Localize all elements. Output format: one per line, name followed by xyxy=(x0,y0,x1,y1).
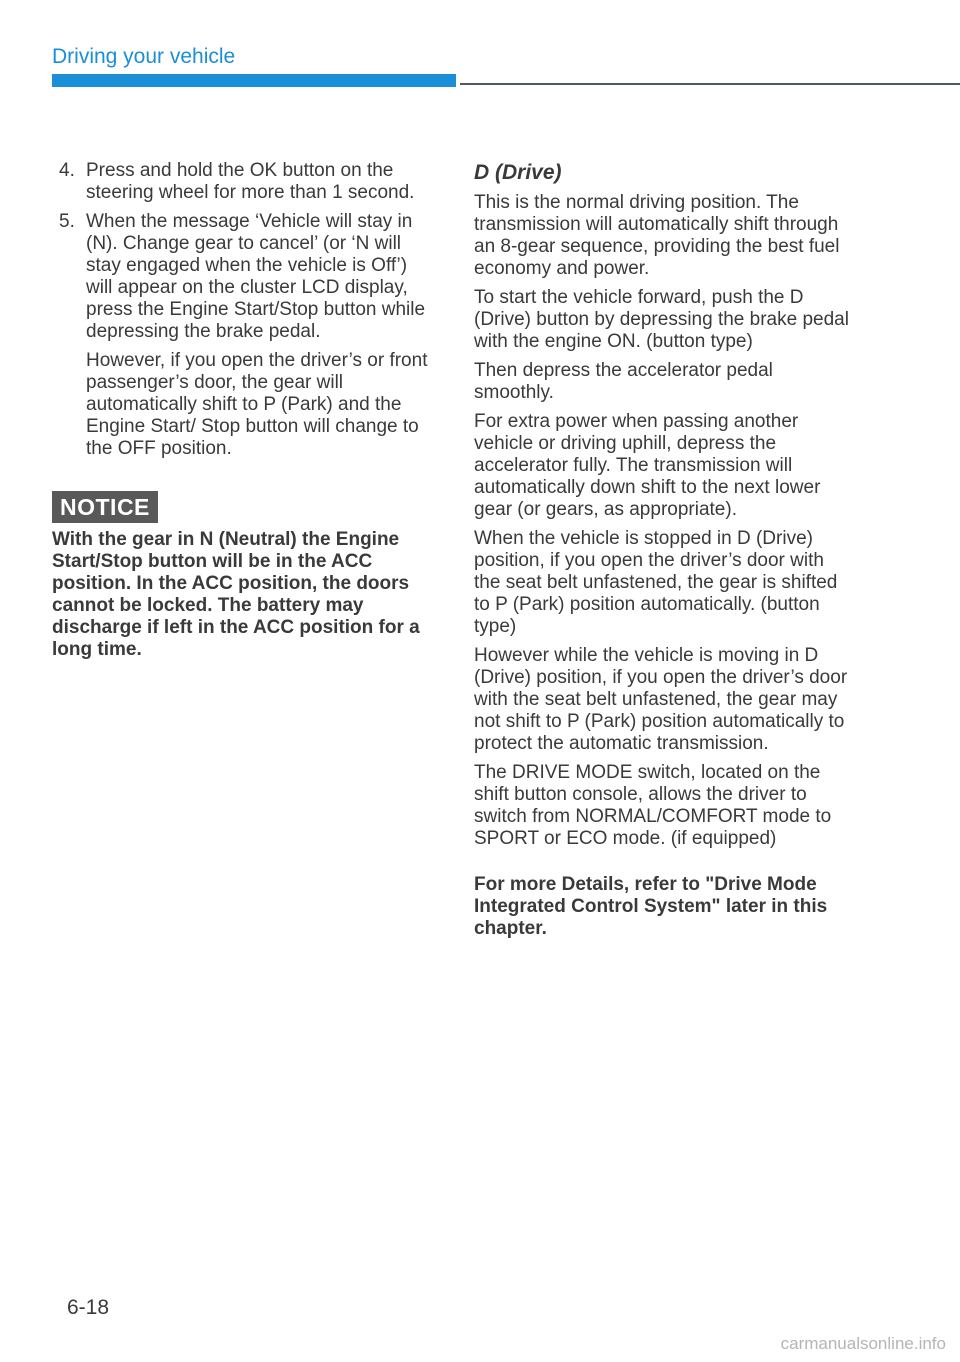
paragraph: This is the normal driving position. The transmission will automatically shift through an 8-gear sequence, providing the best fuel economy and power. xyxy=(474,192,840,279)
right-column xyxy=(474,160,850,940)
watermark: carmanualsonline.info xyxy=(780,1334,946,1353)
drive-heading: D (Drive) xyxy=(474,161,562,184)
list-number: 5. xyxy=(59,211,75,232)
section-title: Driving your vehicle xyxy=(52,45,236,68)
list-number: 4. xyxy=(59,160,75,181)
list-text: Press and hold the OK button on the steering wheel for more than 1 second. xyxy=(86,160,415,203)
list-text: When the message ‘Vehicle will stay in (N). Change gear to cancel’ (or ‘N will stay engaged when the vehicle is Off’) will appear on the cluster LCD display, press the Engine Start/Stop button while depressing the brake pedal. xyxy=(86,211,426,342)
page-number: 6-18 xyxy=(67,1296,110,1319)
notice-text: With the gear in N (Neutral) the Engine Start/Stop button will be in the ACC position. In the ACC position, the doors cannot be locked. The battery may discharge if left in the ACC position for a long time. xyxy=(52,529,420,660)
paragraph: The DRIVE MODE switch, located on the shift button console, allows the driver to switch from NORMAL/COMFORT mode to SPORT or ECO mode. (if equipped) xyxy=(474,762,832,849)
paragraph: When the vehicle is stopped in D (Drive) position, if you open the driver’s door with the seat belt unfastened, the gear is shifted to P (Park) position automatically. (button type) xyxy=(474,528,838,637)
paragraph: For extra power when passing another vehicle or driving uphill, depress the accelerator fully. The transmission will automatically down shift to the next lower gear (or gears, as appropriate). xyxy=(474,411,821,520)
header-accent-bar xyxy=(52,74,456,87)
list-item xyxy=(52,160,438,204)
reference-note: For more Details, refer to "Drive Mode Integrated Control System" later in this chapter. xyxy=(474,874,828,939)
list-item xyxy=(52,211,438,343)
list-continuation: However, if you open the driver’s or front passenger’s door, the gear will automatically shift to P (Park) and the Engine Start/ Stop button will change to the OFF position. xyxy=(86,350,428,459)
paragraph: Then depress the accelerator pedal smoothly. xyxy=(474,360,773,403)
left-column xyxy=(52,160,438,661)
paragraph: To start the vehicle forward, push the D (Drive) button by depressing the brake pedal with the engine ON. (button type) xyxy=(474,287,849,352)
notice-badge: NOTICE xyxy=(52,491,158,523)
header-rule xyxy=(460,83,960,85)
paragraph: However while the vehicle is moving in D (Drive) position, if you open the driver’s door with the seat belt unfastened, the gear may not shift to P (Park) position automatically to protect the automatic transmission. xyxy=(474,645,848,754)
